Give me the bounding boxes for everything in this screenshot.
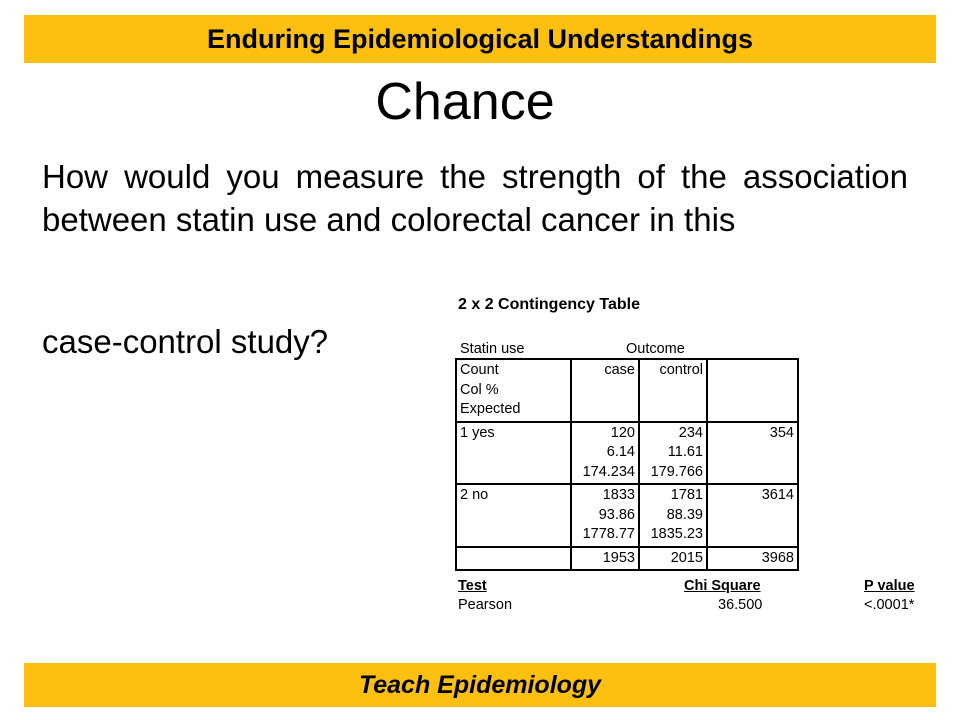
column-variable-header: Outcome (626, 341, 685, 357)
table-row (456, 422, 798, 485)
cell-yes-control: 234 11.61 179.766 (639, 422, 707, 485)
header-banner (24, 15, 936, 63)
header-banner-text: Enduring Epidemiological Understandings (206, 23, 754, 54)
footer-banner (24, 663, 936, 707)
cell-no-control: 1781 88.39 1835.23 (639, 484, 707, 547)
column-header-control: control (639, 359, 707, 422)
column-header-total (707, 359, 798, 422)
row-variable-header: Statin use (460, 341, 525, 357)
question-text-continued: case-control study? (42, 323, 329, 360)
test-header: Test (458, 578, 487, 594)
total-control: 2015 (639, 547, 707, 571)
legend-expected: Expected (460, 401, 521, 417)
chi-square-header: Chi Square (684, 578, 761, 594)
chi-square-value: 36.500 (718, 597, 763, 613)
legend-cell (456, 359, 571, 422)
grand-total: 3968 (707, 547, 798, 571)
cell-yes-case: 120 6.14 174.234 (571, 422, 639, 485)
slide-title: Chance (375, 73, 555, 131)
cell-no-total: 3614 (707, 484, 798, 547)
column-header-case: case (571, 359, 639, 422)
table-row (456, 359, 798, 422)
contingency-table (455, 358, 799, 571)
row-label: 1 yes (456, 422, 571, 485)
table-row (456, 547, 798, 571)
row-label: 2 no (456, 484, 571, 547)
p-value-header: P value (864, 578, 915, 594)
footer-banner-text: Teach Epidemiology (358, 670, 602, 699)
legend-col-percent: Col % (460, 381, 499, 398)
contingency-table-title: 2 x 2 Contingency Table (458, 296, 640, 313)
total-case: 1953 (571, 547, 639, 571)
p-value: <.0001* (864, 597, 915, 613)
cell-yes-total: 354 (707, 422, 798, 485)
table-row (456, 484, 798, 547)
cell-no-case: 1833 93.86 1778.77 (571, 484, 639, 547)
totals-label-cell (456, 547, 571, 571)
question-text: How would you measure the strength of the association between statin use and colorectal cancer in this (42, 158, 908, 238)
legend-count: Count (460, 362, 499, 378)
test-name: Pearson (458, 597, 513, 613)
